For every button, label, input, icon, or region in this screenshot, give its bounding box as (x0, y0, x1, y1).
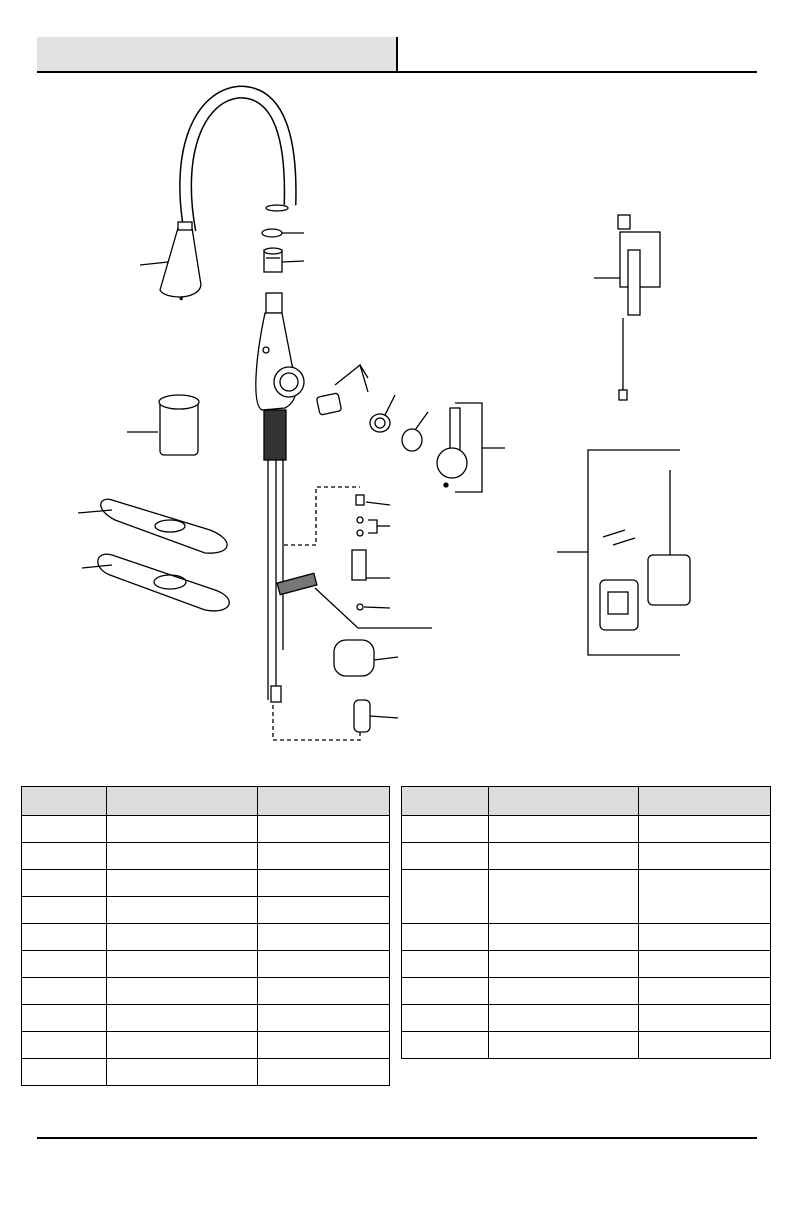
handle (437, 403, 505, 492)
table-cell (488, 816, 639, 843)
table-row (22, 978, 390, 1005)
table-cell (22, 1032, 107, 1059)
table-cell (258, 816, 390, 843)
table-row (402, 1032, 771, 1059)
spray-head (140, 222, 201, 297)
table-cell (488, 870, 639, 924)
table-cell (258, 978, 390, 1005)
table-cell (106, 870, 258, 897)
deck-gasket (82, 554, 229, 611)
table-cell (488, 951, 639, 978)
spout (186, 92, 291, 232)
table-cell (22, 951, 107, 978)
footer-rule (37, 1137, 757, 1139)
table-cell (488, 1032, 639, 1059)
hose-weight (277, 573, 432, 628)
small-parts-column (352, 495, 390, 610)
column-header (258, 787, 390, 816)
table-row (22, 951, 390, 978)
faucet-body (256, 293, 304, 460)
table-cell (258, 870, 390, 897)
exploded-parts-diagram (0, 80, 793, 750)
table-row (402, 1005, 771, 1032)
table-cell (22, 1005, 107, 1032)
deck-plate (78, 499, 227, 553)
cartridge (316, 365, 368, 415)
table-row (402, 843, 771, 870)
bonnet-nut (370, 395, 395, 432)
column-header (106, 787, 258, 816)
table-cell (402, 978, 489, 1005)
table-cell (402, 951, 489, 978)
table-row (22, 1032, 390, 1059)
table-cell (106, 897, 258, 924)
table-cell (22, 816, 107, 843)
table-cell (106, 1005, 258, 1032)
table-cell (639, 1032, 771, 1059)
table-cell (639, 816, 771, 843)
table-row (402, 978, 771, 1005)
table-row (402, 951, 771, 978)
table-cell (488, 978, 639, 1005)
column-header (639, 787, 771, 816)
hose-clip (334, 640, 398, 676)
weight-dashed-loop (273, 487, 360, 740)
table-cell (402, 1032, 489, 1059)
table-cell (22, 870, 107, 897)
quick-connector (354, 700, 398, 732)
table-row (22, 897, 390, 924)
table-cell (639, 978, 771, 1005)
table-cell (258, 924, 390, 951)
table-cell (402, 870, 489, 924)
spout-nut (264, 248, 304, 272)
table-cell (106, 1032, 258, 1059)
table-row (22, 1005, 390, 1032)
header-separator (396, 37, 398, 73)
table-row (22, 843, 390, 870)
battery-box-kit (557, 450, 690, 655)
table-cell (258, 1005, 390, 1032)
table-cell (488, 843, 639, 870)
column-header (22, 787, 107, 816)
table-cell (639, 924, 771, 951)
header-rule (37, 71, 757, 73)
table-cell (22, 897, 107, 924)
table-cell (22, 843, 107, 870)
table-cell (258, 843, 390, 870)
table-cell (22, 978, 107, 1005)
table-row (402, 924, 771, 951)
table-cell (639, 1005, 771, 1032)
table-row (22, 1059, 390, 1086)
table-cell (258, 1059, 390, 1086)
parts-table-right (401, 786, 771, 1059)
table-cell (402, 816, 489, 843)
table-header-row (402, 787, 771, 816)
table-cell (22, 1059, 107, 1086)
table-cell (258, 951, 390, 978)
mounting-nut (127, 395, 199, 455)
table-cell (639, 870, 771, 924)
section-header-bar (37, 37, 397, 72)
table-cell (639, 843, 771, 870)
table-cell (22, 924, 107, 951)
table-cell (488, 924, 639, 951)
cap (402, 412, 428, 451)
table-cell (402, 1005, 489, 1032)
table-cell (106, 951, 258, 978)
table-cell (402, 924, 489, 951)
table-cell (106, 924, 258, 951)
table-row (22, 870, 390, 897)
table-cell (488, 1005, 639, 1032)
table-row (402, 816, 771, 843)
control-valve-assembly (594, 215, 660, 400)
table-row (22, 924, 390, 951)
o-ring (262, 229, 304, 237)
column-header (402, 787, 489, 816)
parts-table-left (21, 786, 390, 1086)
table-cell (639, 951, 771, 978)
table-cell (106, 978, 258, 1005)
table-row (22, 816, 390, 843)
shanks-and-hoses (268, 460, 283, 702)
table-cell (402, 843, 489, 870)
table-row (402, 870, 771, 924)
table-cell (106, 816, 258, 843)
table-cell (258, 1032, 390, 1059)
table-cell (106, 1059, 258, 1086)
column-header (488, 787, 639, 816)
table-cell (258, 897, 390, 924)
table-header-row (22, 787, 390, 816)
table-cell (106, 843, 258, 870)
